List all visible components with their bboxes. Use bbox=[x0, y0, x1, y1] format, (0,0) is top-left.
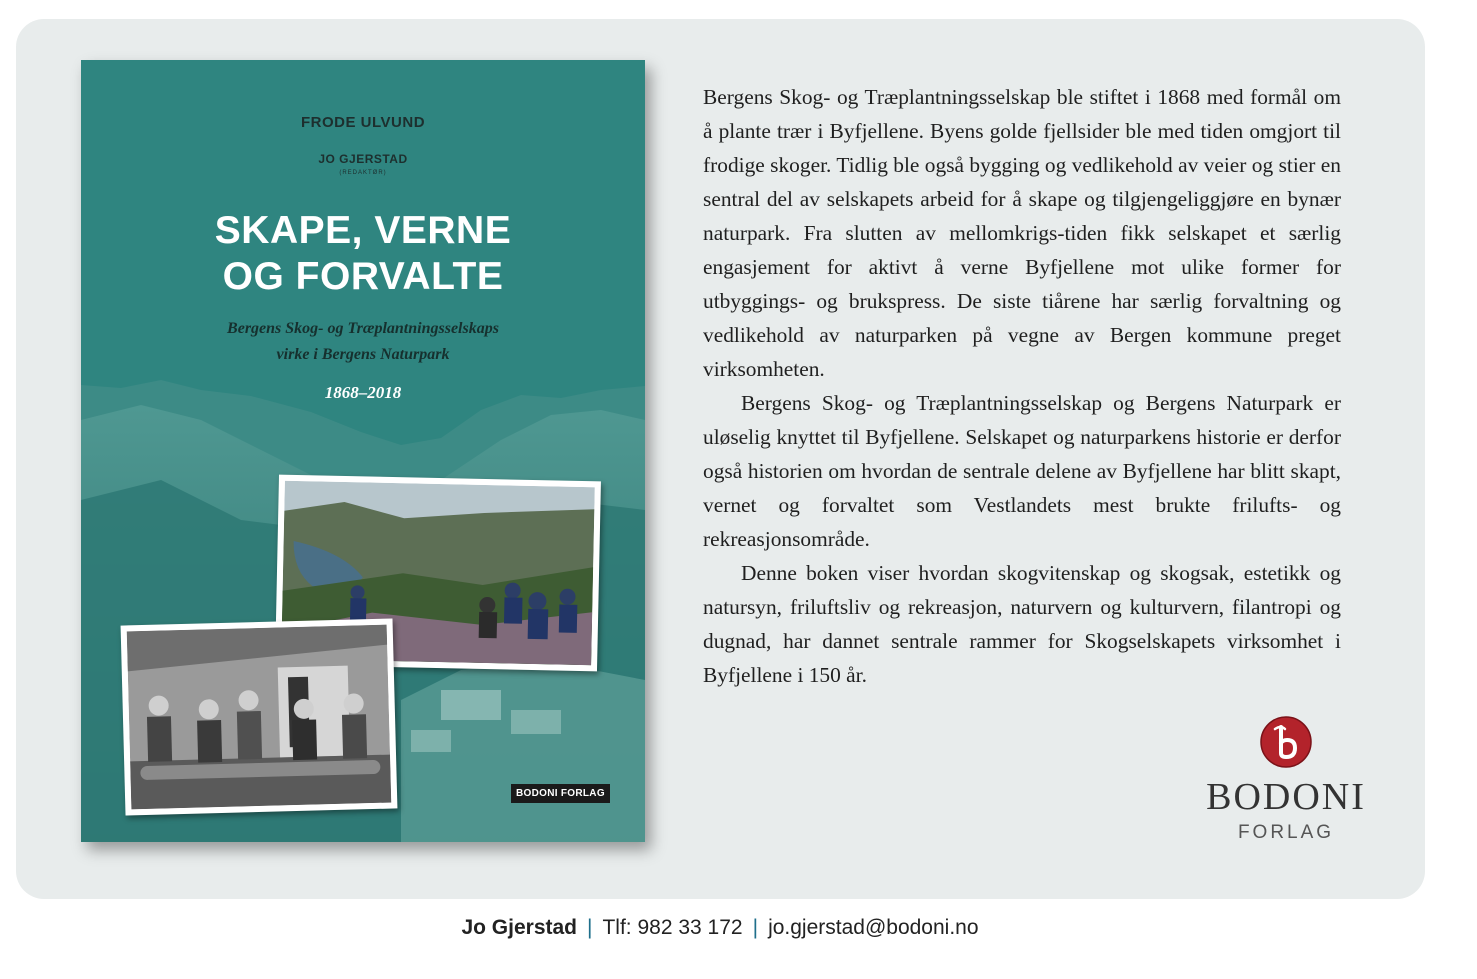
contact-phone[interactable]: Tlf: 982 33 172 bbox=[602, 916, 743, 939]
cover-subtitle bbox=[81, 316, 645, 368]
cover-author: FRODE ULVUND bbox=[300, 114, 426, 131]
contact-email[interactable]: jo.gjerstad@bodoni.no bbox=[768, 916, 979, 939]
cover-photo-workers bbox=[121, 618, 398, 815]
cover-years: 1868–2018 bbox=[324, 383, 402, 402]
cover-title-line-2: OG FORVALTE bbox=[222, 255, 504, 298]
book-description bbox=[703, 80, 1341, 692]
cover-title-line-1: SKAPE, VERNE bbox=[214, 209, 512, 252]
cover-publisher-badge: BODONI FORLAG bbox=[511, 784, 610, 803]
footer-separator-2: | bbox=[752, 916, 759, 939]
footer-separator-1: | bbox=[587, 916, 593, 939]
cover-editor-role: (REDAKTØR) bbox=[339, 170, 387, 176]
description-paragraph-2: Bergens Skog- og Træplantningsselskap og Bergens Naturpark er uløselig knyttet til Byfjellene. Selskapet og naturparkens historie er derfor også historien om hvordan de sentrale delene av Byfjellene har blitt skapt, vernet og forvaltet som Vestlandets mest brukte frilufts- og rekreasjonsområde. bbox=[703, 391, 1341, 551]
description-paragraph-3: Denne boken viser hvordan skogvitenskap og skogsak, estetikk og natursyn, friluftsliv og rekreasjon, naturvern og kulturvern, filantropi og dugnad, har dannet sentrale rammer for Skogselskapets virksomhet i Byfjellene i 150 år. bbox=[703, 561, 1341, 687]
bodoni-logo-icon bbox=[1259, 715, 1313, 769]
description-paragraph-1: Bergens Skog- og Træplantningsselskap ble stiftet i 1868 med formål om å plante trær i Byfjellene. Byens golde fjellsider ble med tiden omgjort til frodige skoger. Tidlig ble også bygging og vedlikehold av veier og stier en sentral del av selskapets arbeid for å skape og tilgjengeliggjøre en bynær naturpark. Fra slutten av mellomkrigs-tiden fikk selskapet et særlig engasjement for aktivt å verne Byfjellene mot ulike former for utbyggings- og brukspress. De siste tiårene har særlig forvaltning og vedlikehold av naturparken på vegne av Bergen kommune preget virksomheten. bbox=[703, 85, 1341, 381]
contact-name: Jo Gjerstad bbox=[461, 916, 578, 939]
logo-name: BODONI bbox=[1206, 776, 1366, 818]
cover-editor: JO GJERSTAD bbox=[318, 152, 408, 166]
cover-subtitle-line-2: virke i Bergens Naturpark bbox=[276, 346, 450, 363]
cover-subtitle-line-1: Bergens Skog- og Træplantningsselskaps bbox=[227, 320, 499, 337]
book-cover bbox=[81, 60, 645, 842]
cover-title bbox=[81, 208, 645, 300]
contact-footer bbox=[0, 916, 1440, 940]
logo-subtitle: FORLAG bbox=[1237, 822, 1335, 843]
